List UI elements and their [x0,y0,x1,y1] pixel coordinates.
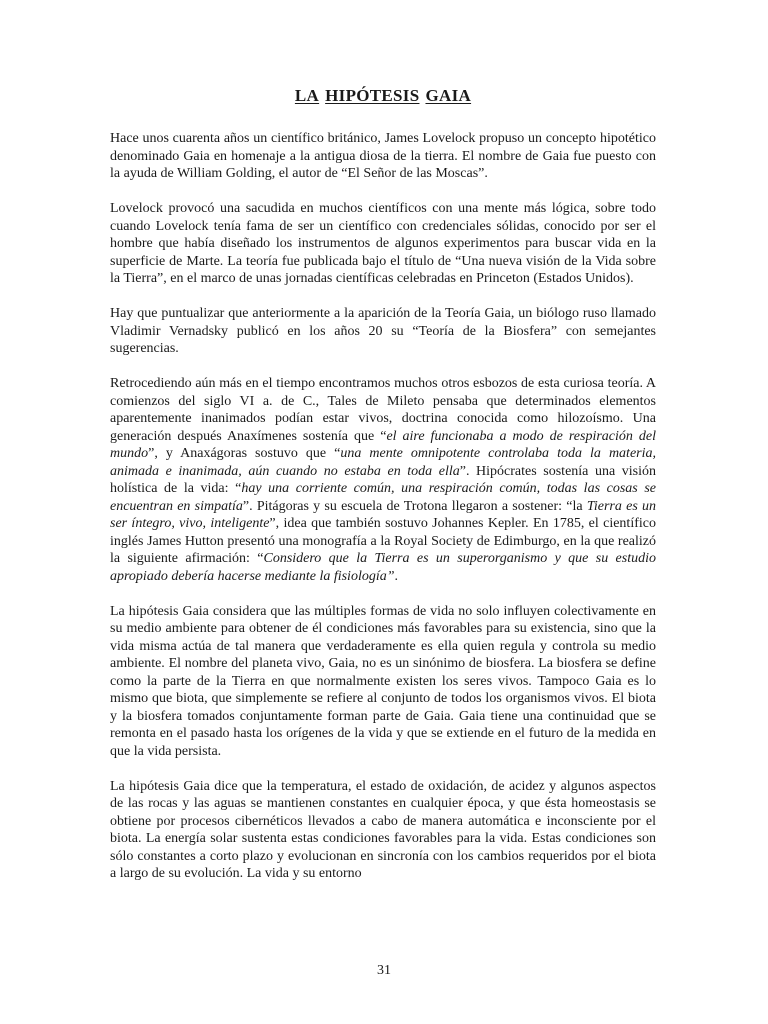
text-run: . [394,568,399,584]
text-run: ”, y Anaxágoras sostuvo que “ [148,446,341,461]
paragraph [110,603,656,761]
title-word: GAIA [425,86,472,105]
text-run: Retrocediendo aún más en el tiempo encontramos muchos otros esbozos de esta curiosa teoría. A comienzos del siglo VI a. de C., Tales de Mileto pensaba que determinados elementos aparentemente inanimados podían estar vivos, doctrina conocida como hilozoísmo. Una generación después Anaxímenes sostenía que “ [110,376,656,444]
paragraph [110,305,656,358]
document-title [110,86,656,106]
text-run: ”, idea que también sostuvo Johannes Kepler. En 1785, el científico inglés James Hutton presentó una monografía a la Royal Society de Edimburgo, en la que realizó la siguiente afirmación: “ [110,516,656,566]
italic-quote: Tierra es un ser íntegro, vivo, inteligente [110,498,656,531]
page-number: 31 [377,963,391,978]
paragraph [110,375,656,585]
document-page [110,86,656,900]
title-word: LA [294,86,320,105]
text-run: La hipótesis Gaia considera que las múltiples formas de vida no solo influyen colectivamente en su medio ambiente para obtener de él condiciones más favorables para su existencia, sino que la vida misma actúa de tal manera que verdaderamente es ella quien regula y controla su medio ambiente. El nombre del planeta vivo, Gaia, no es un sinónimo de biosfera. La biosfera se define como la parte de la Tierra en que normalmente existen los seres vivos. Tampoco Gaia es lo mismo que biota, que simplemente se refiere al conjunto de todos los organismos vivos. El biota y la biosfera tomados conjuntamente forman parte de Gaia. Gaia tiene una continuidad que se remonta en el pasado hasta los orígenes de la vida y que se extiende en el futuro de la medida en que la vida persista. [110,603,656,759]
text-run: ”. Hipócrates sostenía una visión holística de la vida: “ [110,463,656,496]
document-body [110,130,656,883]
title-word: HIPÓTESIS [325,86,420,105]
text-run: ”. Pitágoras y su escuela de Trotona llegaron a sostener: “la [242,498,587,514]
italic-quote: hay una corriente común, una respiración común, todas las cosas se encuentran en simpatía [110,481,656,514]
italic-quote: el aire funcionaba a modo de respiración del mundo [110,428,656,461]
paragraph [110,200,656,288]
italic-quote: una mente omnipotente controlaba toda la materia, animada e inanimada, aún cuando no estaba en toda ella [110,446,656,479]
text-run: La hipótesis Gaia dice que la temperatura, el estado de oxidación, de acidez y algunos aspectos de las rocas y las aguas se mantienen constantes en cualquier época, y que ésta homeostasis se obtiene por procesos cibernéticos llevados a cabo de manera automática e inconsciente por el biota. La energía solar sustenta estas condiciones favorables para la vida. Estas condiciones son sólo constantes a corto plazo y evolucionan en sincronía con los cambios requeridos por el biota a largo de su evolución. La vida y su entorno [110,778,656,881]
italic-quote: Considero que la Tierra es un superorganismo y que su estudio apropiado debería hacerse mediante la fisiología” [110,551,656,584]
text-run: Hay que puntualizar que anteriormente a la aparición de la Teoría Gaia, un biólogo ruso llamado Vladimir Vernadsky publicó en los años 20 su “Teoría de la Biosfera” con semejantes sugerencias. [110,306,656,356]
text-run: Hace unos cuarenta años un científico británico, James Lovelock propuso un concepto hipotético denominado Gaia en homenaje a la antigua diosa de la tierra. El nombre de Gaia fue puesto con la ayuda de William Golding, el autor de “El Señor de las Moscas”. [110,131,656,181]
paragraph [110,778,656,883]
paragraph [110,130,656,183]
text-run: Lovelock provocó una sacudida en muchos científicos con una mente más lógica, sobre todo cuando Lovelock tenía fama de ser un científico con credenciales sólidas, conocido por ser el hombre que había diseñado los instrumentos de algunos experimentos para buscar vida en la superficie de Marte. La teoría fue publicada bajo el título de “Una nueva visión de la Vida sobre la Tierra”, en el marco de unas jornadas científicas celebradas en Princeton (Estados Unidos). [110,201,656,286]
